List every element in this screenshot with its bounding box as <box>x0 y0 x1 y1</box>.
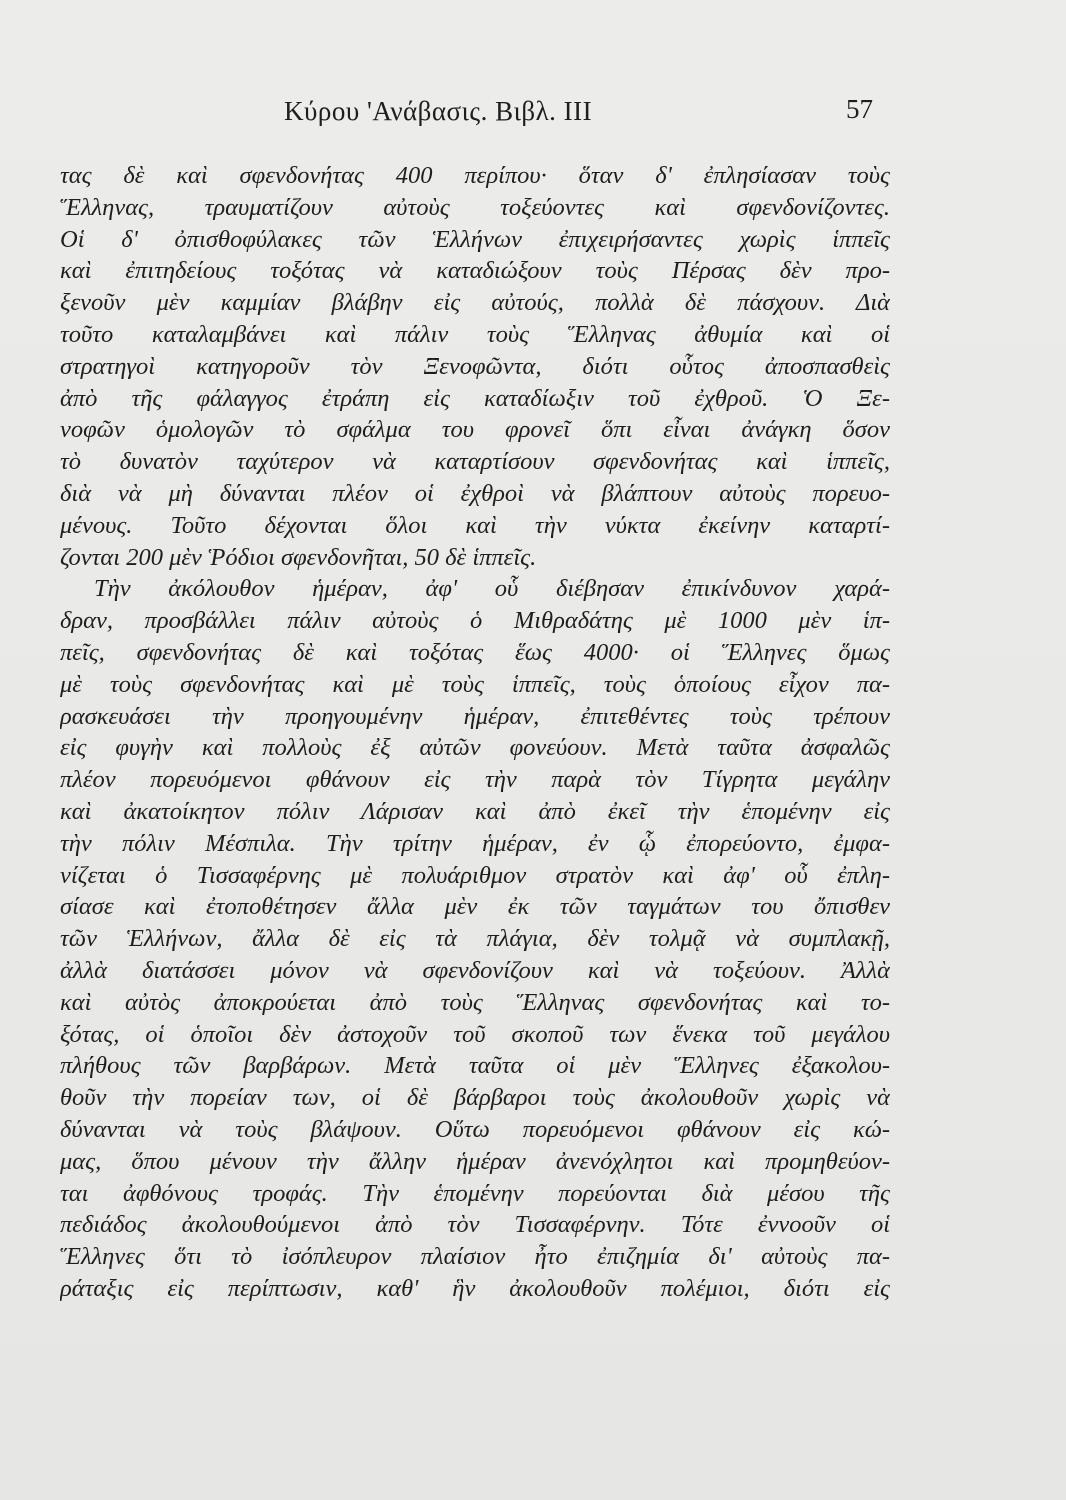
text-line: ξενοῦν μὲν καμμίαν βλάβην εἰς αὐτούς, πολλὰ δὲ πάσχουν. Διὰ <box>60 289 890 317</box>
text-line: καὶ ἐπιτηδείους τοξότας νὰ καταδιώξουν τοὺς Πέρσας δὲν προ- <box>60 257 890 285</box>
text-line: νίζεται ὁ Τισσαφέρνης μὲ πολυάριθμον στρατὸν καὶ ἀφ' οὗ ἐπλη- <box>60 861 890 889</box>
text-line: ται ἀφθόνους τροφάς. Τὴν ἑπομένην πορεύονται διὰ μέσου τῆς <box>60 1179 890 1207</box>
text-line: μένους. Τοῦτο δέχονται ὅλοι καὶ τὴν νύκτα ἐκείνην καταρτί- <box>60 511 890 539</box>
text-line: ἀλλὰ διατάσσει μόνον νὰ σφενδονίζουν καὶ νὰ τοξεύουν. Ἀλλὰ <box>60 956 890 984</box>
text-line: πλέον πορευόμενοι φθάνουν εἰς τὴν παρὰ τὸν Τίγρητα μεγάλην <box>60 766 890 794</box>
text-line: νοφῶν ὁμολογῶν τὸ σφάλμα του φρονεῖ ὅπι εἶναι ἀνάγκη ὅσον <box>60 416 890 444</box>
text-line: ζονται 200 μὲν Ῥόδιοι σφενδονῆται, 50 δὲ ἱππεῖς. <box>60 543 537 571</box>
text-line: πεῖς, σφενδονήτας δὲ καὶ τοξότας ἕως 4000· οἱ Ἕλληνες ὅμως <box>60 638 890 666</box>
text-line: Τὴν ἀκόλουθον ἡμέραν, ἀφ' οὗ διέβησαν ἐπικίνδυνον χαρά- <box>94 575 890 603</box>
text-line: τὴν πόλιν Μέσπιλα. Τὴν τρίτην ἡμέραν, ἐν ᾧ ἐπορεύοντο, ἐμφα- <box>60 829 890 857</box>
text-line: τοῦτο καταλαμβάνει καὶ πάλιν τοὺς Ἕλληνας ἀθυμία καὶ οἱ <box>60 320 890 348</box>
text-line: τὸ δυνατὸν ταχύτερον νὰ καταρτίσουν σφενδονήτας καὶ ἱππεῖς, <box>60 448 890 476</box>
text-line: δραν, προσβάλλει πάλιν αὐτοὺς ὁ Μιθραδάτης μὲ 1000 μὲν ἱπ- <box>60 607 890 635</box>
body-text <box>60 160 890 1305</box>
text-line: σίασε καὶ ἐτοποθέτησεν ἄλλα μὲν ἐκ τῶν ταγμάτων του ὄπισθεν <box>60 893 890 921</box>
text-line: πεδιάδος ἀκολουθούμενοι ἀπὸ τὸν Τισσαφέρνην. Τότε ἐννοοῦν οἱ <box>60 1211 890 1239</box>
text-line: τῶν Ἑλλήνων, ἄλλα δὲ εἰς τὰ πλάγια, δὲν τολμᾷ νὰ συμπλακῇ, <box>60 925 890 953</box>
text-line: ἀπὸ τῆς φάλαγγος ἐτράπη εἰς καταδίωξιν τοῦ ἐχθροῦ. Ὁ Ξε- <box>60 384 890 412</box>
text-line: καὶ αὐτὸς ἀποκρούεται ἀπὸ τοὺς Ἕλληνας σφενδονήτας καὶ το- <box>60 988 890 1016</box>
text-line: ξότας, οἱ ὁποῖοι δὲν ἀστοχοῦν τοῦ σκοποῦ των ἕνεκα τοῦ μεγάλου <box>60 1020 890 1048</box>
text-line: μας, ὅπου μένουν τὴν ἄλλην ἡμέραν ἀνενόχλητοι καὶ προμηθεύον- <box>60 1147 890 1175</box>
text-line: δύνανται νὰ τοὺς βλάψουν. Οὕτω πορευόμενοι φθάνουν εἰς κώ- <box>60 1115 890 1143</box>
text-line: διὰ νὰ μὴ δύνανται πλέον οἱ ἐχθροὶ νὰ βλάπτουν αὐτοὺς πορευο- <box>60 479 890 507</box>
text-line: Ἕλληνας, τραυματίζουν αὐτοὺς τοξεύοντες καὶ σφενδονίζοντες. <box>60 193 890 221</box>
running-title: Κύρου 'Ανάβασις. Βιβλ. III <box>284 96 593 126</box>
text-line: στρατηγοὶ κατηγοροῦν τὸν Ξενοφῶντα, διότι οὗτος ἀποσπασθεὶς <box>60 352 890 380</box>
text-line: μὲ τοὺς σφενδονήτας καὶ μὲ τοὺς ἱππεῖς, τοὺς ὁποίους εἶχον πα- <box>60 670 890 698</box>
text-line: ράταξις εἰς περίπτωσιν, καθ' ἣν ἀκολουθοῦν πολέμιοι, διότι εἰς <box>60 1274 890 1302</box>
text-line: καὶ ἀκατοίκητον πόλιν Λάρισαν καὶ ἀπὸ ἐκεῖ τὴν ἑπομένην εἰς <box>60 797 890 825</box>
text-line: τας δὲ καὶ σφενδονήτας 400 περίπου· ὅταν δ' ἐπλησίασαν τοὺς <box>60 162 890 189</box>
page-number: 57 <box>846 94 873 124</box>
text-line: θοῦν τὴν πορείαν των, οἱ δὲ βάρβαροι τοὺς ἀκολουθοῦν χωρὶς νὰ <box>60 1084 890 1112</box>
text-line: εἰς φυγὴν καὶ πολλοὺς ἐξ αὐτῶν φονεύουν. Μετὰ ταῦτα ἀσφαλῶς <box>60 734 890 762</box>
text-line: Ἕλληνες ὅτι τὸ ἰσόπλευρον πλαίσιον ἦτο ἐπιζημία δι' αὐτοὺς πα- <box>60 1243 890 1271</box>
text-line: πλήθους τῶν βαρβάρων. Μετὰ ταῦτα οἱ μὲν Ἕλληνες ἐξακολου- <box>60 1052 890 1080</box>
text-line: ρασκευάσει τὴν προηγουμένην ἡμέραν, ἐπιτεθέντες τοὺς τρέπουν <box>60 702 890 730</box>
text-line: Οἱ δ' ὀπισθοφύλακες τῶν Ἑλλήνων ἐπιχειρήσαντες χωρὶς ἱππεῖς <box>60 225 890 253</box>
